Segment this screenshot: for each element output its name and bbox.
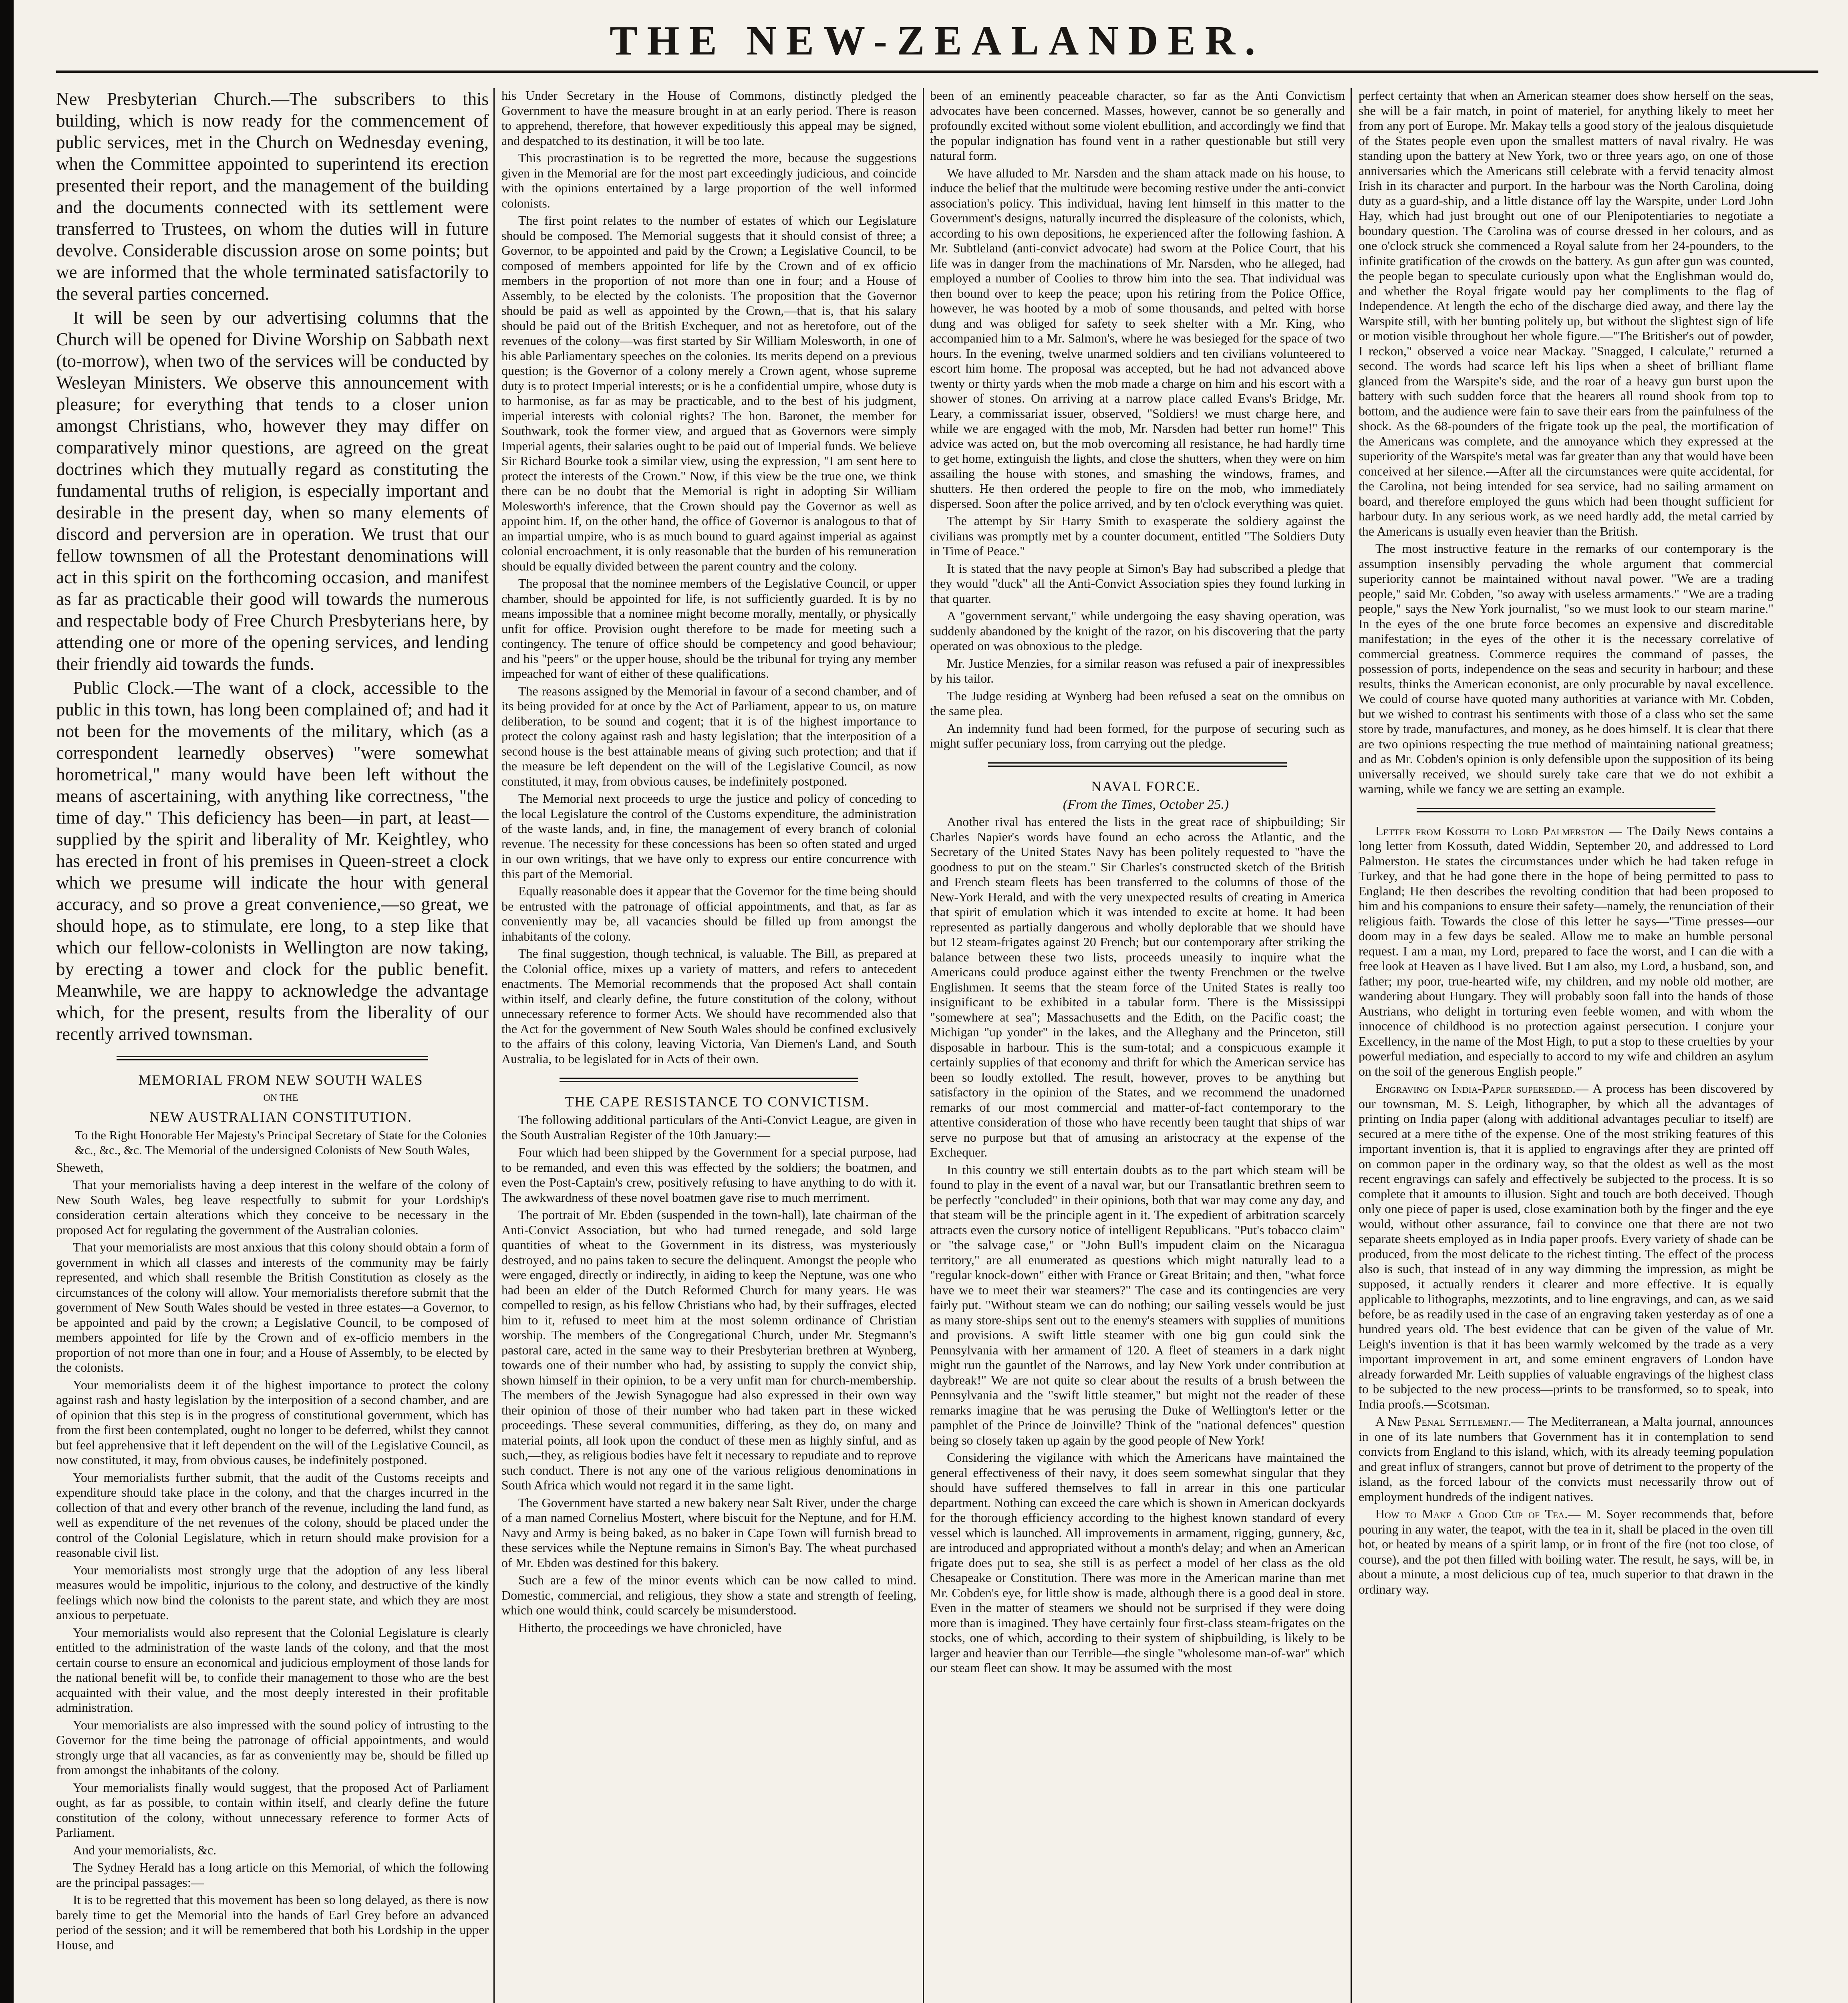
- cape-paragraph: The portrait of Mr. Ebden (suspended in the town-hall), late chairman of the Anti-Convict Association, but who had turned renegade, and sold large quantities of wheat to the Government in its distress, was mysteriously destroyed, and no pains taken to secure the delinquent. Amongst the people who were engaged, directly or indirectly, in aiding to keep the Neptune, was one who had been an elder of the Dutch Reformed Church for many years. He was compelled to resign, as his fellow Christians who had, by their suffrages, elected him to it, refused to meet him at the most solemn ordinance of Christian worship. The members of the Congregational Church, under Mr. Stegmann's pastoral care, acted in the same way to their Presbyterian brethren at Wynberg, towards one of their number who had, by assisting to supply the convict ship, shown himself in their opinion, to be a very unfit man for church-membership. The members of the Jewish Synagogue had also expressed in their own way their opinion of those of their number who had taken part in these wicked proceedings. These several communities, differing, as they do, on many and material points, all look upon the conduct of these men as highly sinful, and as such,—they, as religious bodies have felt it necessary to repudiate and to reprove such conduct. There is not any one of the various religious denominations in South Africa which would not regard it in the same light.: [501, 1207, 916, 1492]
- memorial-paragraph: Your memorialists finally would suggest, that the proposed Act of Parliament ought, as far as possible, to contain within itself, and clearly define the future constitution of the colony, without unnecessary reference to former Acts of Parliament.: [56, 1780, 489, 1840]
- penal-settlement-headline: A New Penal Settlement.—: [1375, 1414, 1524, 1429]
- memorial-paragraph: That your memorialists are most anxious that this colony should obtain a form of government in which all classes and interests of the community may be fairly represented, and which shall resemble the British Constitution as closely as the circumstances of the colony will allow. Your memorialists therefore submit that the government of New South Wales should be vested in three estates—a Governor, to be appointed and paid by the crown; a Legislative Council, to be composed of members appointed for life by the Crown and of ex-officio members in the proportion of not more than one in four; and a House of Assembly, to be elected by the colonists.: [56, 1240, 489, 1374]
- cape-resistance-heading: THE CAPE RESISTANCE TO CONVICTISM.: [565, 1094, 870, 1110]
- kossuth-body: The Daily News contains a long letter from Kossuth, dated Widdin, September 20, and addressed to Lord Palmerston. He states the circumstances under which he had taken refuge in Turkey, and that he had gone there in the hope of being permitted to pass to England; He then describes the revolting condition that had been proposed to him and his companions to ensure their safety—namely, the renunciation of their religious faith. Towards the close of this letter he says—"Time presses—our doom may in a few days be sealed. Allow me to make an humble personal request. I am a man, my Lord, prepared to face the worst, and I can die with a free look at Heaven as I have lived. But I am also, my Lord, a husband, son, and father; my poor, true-hearted wife, my children, and my noble old mother, are wandering about Hungary. They will probably soon fall into the hands of those Austrians, who delight in torturing even feeble women, and with whom the innocence of childhood is no protection against persecution. I conjure your Excellency, in the name of the Most High, to put a stop to these cruelties by your powerful mediation, and especially to accord to my wife and children an asylum on the soil of the generous English people.": [1359, 823, 1774, 1078]
- memorial-closing: And your memorialists, &c.: [73, 1842, 217, 1857]
- memorial-continued: his Under Secretary in the House of Commons, distinctly pledged the Government to have the measure brought in at an early period. There is reason to apprehend, therefore, that however expeditiously this appeal may be signed, and despatched to its destination, it will be too late.: [501, 88, 916, 148]
- memorial-address: To the Right Honorable Her Majesty's Principal Secretary of State for the Colonies &c., &c., &c. The Memorial of the undersigned Colonists of New South Wales,: [74, 1128, 487, 1157]
- penal-settlement-item: [1359, 1414, 1774, 1504]
- naval-force-source: (From the Times, October 25.): [1063, 797, 1229, 812]
- cape-paragraph: Mr. Justice Menzies, for a similar reason was refused a pair of inexpressibles by his tailor.: [930, 656, 1345, 685]
- memorial-commentary: The reasons assigned by the Memorial in favour of a second chamber, and of its being provided for at once by the Act of Parliament, appear to us, on mature deliberation, to be sound and cogent; that it is of the highest importance to protect the colony against rash and hasty legislation; that the interposition of a second house is the best attainable means of giving such protection; and that if the measure be left dependent on the will of the Legislative Council, as now constituted, it may, from obvious causes, be indefinitely postponed.: [501, 683, 916, 788]
- naval-force-heading: NAVAL FORCE.: [1091, 778, 1201, 794]
- cape-paragraph: It is stated that the navy people at Simon's Bay had subscribed a pledge that they would "duck" all the Anti-Convict Association spies they found lurking in that quarter.: [930, 561, 1345, 606]
- section-divider: [117, 1056, 428, 1060]
- masthead-rule: [56, 71, 1818, 73]
- naval-paragraph: In this country we still entertain doubts as to the part which steam will be found to play in the event of a naval war, but our Transatlantic brethren seem to be perfectly "concluded" in their opinions, both that war may come any day, and that steam will be the principle agent in it. The expedient of arbitration scarcely attracts even the cursory notice of intelligent Republicans. "Put's tobacco claim" or "the salvage case," or "John Bull's impudent claim on the Nicaragua territory," are all enumerated as questions which might naturally lead to a "regular knock-down" either with France or Great Britain; and then, "what force have we to meet their war steamers?" The case and its contingencies are very fairly put. "Without steam we can do nothing; our sailing vessels would be just as many store-ships sent out to the enemy's steamers with supplies of munitions and provisions. A swift little steamer with one big gun could sink the Pennsylvania with her armament of 120. A fleet of steamers in a dark night might run the gauntlet of the Narrows, and lay New York under contribution at daybreak!" We are not quite so clear about the results of a brush between the Pennsylvania and the "swift little steamer," but might not the reader of these remarks imagine that he was perusing the Duke of Wellington's letter or the pamphlet of the Prince de Joinville? Think of the "national defences" question being so closely taken up again by the good people of New York!: [930, 1162, 1345, 1447]
- section-divider: [988, 762, 1287, 767]
- memorial-commentary: The first point relates to the number of estates of which our Legislature should be composed. The Memorial suggests that it should consist of three; a Governor, to be appointed and paid by the Crown; a Legislative Council, to be composed of members appointed for life by the Crown and of ex officio members in the proportion of not more than one in four; and a House of Assembly, to be elected by the colonists. The proposition that the Governor should be paid as well as appointed by the Crown,—that is, that his salary should be paid out of the British Exchequer, and not as heretofore, out of the revenues of the colony—was first started by Sir William Molesworth, in one of his able Parliamentary speeches on the colonies. Its merits depend on a previous question; is the Governor of a colony merely a Crown agent, whose supreme duty is to protect Imperial interests; or is he a confidential umpire, whose duty is to harmonise, as far as may be practicable, and to the best of his judgment, imperial interests with colonial rights? The hon. Baronet, the member for Southwark, took the former view, and argued that as Governors were simply Imperial agents, their salaries ought to be paid out of Imperial funds. We believe Sir Richard Bourke took a similar view, using the expression, "I am sent here to protect the interests of the Crown." Now, if this view be the true one, we think there can be no doubt that the Memorial is right in adopting Sir William Molesworth's inference, that the Crown should pay the Governor as well as appoint him. If, on the other hand, the office of Governor is analogous to that of an impartial umpire, who is as much bound to guard against imperial as against colonial encroachment, it is only reasonable that the burden of his remuneration should be equally divided between the parent country and the colony.: [501, 213, 916, 573]
- kossuth-item: [1359, 824, 1774, 1079]
- cape-paragraph: An indemnity fund had been formed, for the purpose of securing such as might suffer pecuniary loss, from carrying out the pledge.: [930, 721, 1345, 750]
- memorial-heading: MEMORIAL FROM NEW SOUTH WALES: [138, 1072, 423, 1088]
- memorial-heading-line2: NEW AUSTRALIAN CONSTITUTION.: [149, 1108, 413, 1125]
- cape-paragraph: The Judge residing at Wynberg had been refused a seat on the omnibus on the same plea.: [930, 688, 1345, 718]
- memorial-heading-connector: ON THE: [263, 1093, 298, 1103]
- cape-paragraph: A "government servant," while undergoing the easy shaving operation, was suddenly abandoned by the knight of the razor, on his discovering that the party operated on was obnoxious to the pledge.: [930, 609, 1345, 653]
- naval-paragraph: Another rival has entered the lists in the great race of shipbuilding; Sir Charles Napier's words have found an echo across the Atlantic, and the Secretary of the United States Navy has been politely requested to "have the goodness to put on the steam." Sir Charles's constructed sketch of the British and French steam fleets has been transferred to the columns of those of the New-York Herald, and with the very unexpected results of creating in America that spirit of emulation which it was intended to excite at home. It had been represented as partially dangerous and wholly deplorable that we should have but 12 steam-frigates against 20 French; but our contemporary after striking the balance between these two lists, proceeds uneasily to inquire what the Americans could produce against either the twenty Frenchmen or the twelve Englishmen. It seems that the steam force of the United States is really too insignificant to be exhibited in a tabular form. There is the Mississippi "somewhere at sea"; Massachusetts and the Edith, on the Pacific coast; the Michigan "up yonder" in the lakes, and the Alleghany and the Princeton, still disposable in harbour. This is the sum-total; and a conspicuous example it certainly supplies of that economy and thrift for which the American service has been so loudly extolled. The result, however, proves to be anything but satisfactory in the opinion of the States, and we recommend the unadorned remarks of our most commercial and matter-of-fact contemporary to the attentive consideration of those who have recently been taught that ships of war serve no purpose but that of amusing an aristocracy at the expense of the Exchequer.: [930, 814, 1345, 1159]
- memorial-paragraph: Your memorialists would also represent that the Colonial Legislature is clearly entitled to the administration of the waste lands of the colony, and that the most certain course to ensure an economical and judicious employment of those lands for the national benefit will be, to confide their management to those who are the best acquainted with their value, and the most deeply interested in their profitable administration.: [56, 1625, 489, 1715]
- naval-continued: perfect certainty that when an American steamer does show herself on the seas, she will be a fair match, in point of materiel, for anything likely to meet her from any port of Europe. Mr. Makay tells a good story of the jealous disquietude of the States people even upon the smallest matters of naval rivalry. He was standing upon the battery at New York, two or three years ago, on one of those anniversaries which the Americans still celebrate with a fervid tenacity almost Irish in its character and purport. In the harbour was the North Carolina, doing duty as a guard-ship, and a little distance off lay the Warspite, under Lord John Hay, which had just brought out one of our Plenipotentiaries to negotiate a boundary question. The Carolina was of course dressed in her colours, and as one o'clock struck she commenced a Royal salute from her 24-pounders, to the infinite gratification of the crowds on the battery. As gun after gun was counted, the people began to speculate curiously upon what the Englishman would do, and whether the Royal frigate would pay her compliments to the flag of Independence. At length the echo of the discharge died away, and there lay the Warspite still, with her bunting politely up, but without the slightest sign of life or motion visible throughout her whole figure.—"The Britisher's out of powder, I reckon," observed a voice near Mackay. "Snagged, I calculate," returned a second. The words had scarce left his lips when a sheet of brilliant flame glanced from the Warspite's side, and the roar of a heavy gun burst upon the battery with such sudden force that the hearers all round shook from top to bottom, and the audience were fain to save their ears from the painfulness of the shock. As the 68-pounders of the frigate took up the peal, the mortification of the Americans was complete, and the annoyance which they expressed at the superiority of the Warspite's metal was far greater than any that would have been conceived at her silence.—After all the circumstances were quite accidental, for the Carolina, not being intended for sea service, had no sailing armament on board, and therefore employed the guns which had been thought sufficient for harbour duty. In any serious work, as we need hardly add, the metal carried by the Americans is usually even heavier than the British.: [1359, 88, 1774, 538]
- engraving-body: A process has been discovered by our townsman, M. S. Leigh, lithographer, by which all the advantages of printing on India paper (along with additional advantages peculiar to itself) are secured at a mere tithe of the expense. One of the most striking features of this important invention is, that it is applied to engravings after they are printed off on common paper in the ordinary way, so that the oldest as well as the most recent engravings can safely and effectively be subjected to the process. It is so complete that it amounts to illusion. Sight and touch are both deceived. Though only one piece of paper is used, close examination both by the finger and the eye would, without other assurance, fail to convince one that there are not two separate sheets employed as in India paper proofs. Every variety of shade can be produced, from the most delicate to the richest tinting. The effect of the process also is such, that instead of in any way dimming the impression, as might be supposed, it actually renders it clearer and more effective. It is equally applicable to lithographs, mezzotints, and to line engravings, and can, as we said before, be as readily used in the case of an engraving taken yesterday as of one a hundred years old. The best evidence that can be given of the value of Mr. Leigh's invention is that it has been warmly welcomed by the trade as a very important improvement in art, and some eminent engravers of London have already forwarded Mr. Leith supplies of valuable engravings of the highest class to be subjected to the new process—prints to be transformed, so to speak, into India proofs.—Scotsman.: [1359, 1081, 1774, 1411]
- masthead: [56, 13, 1818, 73]
- memorial-herald-intro: The Sydney Herald has a long article on this Memorial, of which the following are the principal passages:—: [56, 1860, 489, 1890]
- memorial-commentary: Equally reasonable does it appear that the Governor for the time being should be entrusted with the patronage of official appointments, and that, as far as conveniently may be, all vacancies should be filled up from amongst the inhabitants of the colony.: [501, 884, 916, 943]
- cape-paragraph: We have alluded to Mr. Narsden and the sham attack made on his house, to induce the belief that the multitude were becoming restive under the anti-convict association's policy. This individual, having lent himself in this matter to the Government's designs, naturally incurred the displeasure of the colonists, which, according to his own depositions, he experienced after the following fashion. A Mr. Subtleland (anti-convict advocate) had sworn at the Police Court, that his life was in danger from the machinations of Mr. Narsden, who he alleged, had employed a number of Coolies to throw him into the sea. That individual was then bound over to keep the peace; upon his retiring from the Police Office, however, he was hooted by a mob of some thousands, and pelted with horse dung and was obliged for safety to seek shelter with a Mr. King, who accompanied him to a Mr. Salmon's, where he was besieged for the space of two hours. In the evening, twelve unarmed soldiers and ten civilians volunteered to escort him home. The proposal was accepted, but he had not advanced above twenty or thirty yards when the mob made a charge on him and his escort with a shower of stones. On arriving at a narrow place called Evans's Bridge, Mr. Leary, a commissariat issuer, observed, "Soldiers! we must charge here, and while we are engaged with the mob, Mr. Narsden had better run home!" This advice was acted on, but the mob overcoming all resistance, he had hardly time to get home, extinguish the lights, and close the shutters, when they were on him assailing the house with stones, and smashing the windows, frames, and shutters. He then ordered the people to fire on the mob, who immediately dispersed. Soon after the police arrived, and by ten o'clock everything was quiet.: [930, 165, 1345, 511]
- memorial-commentary: The proposal that the nominee members of the Legislative Council, or upper chamber, should be appointed for life, is not sufficiently guarded. It is by no means impossible that a nominee might become morally, mentally, or physically unfit for office. Provision ought therefore to be made for meeting such a contingency. The tenure of office should be competency and good behaviour; and his "peers" or the upper house, should be the tribunal for trying any member impeached for want of either of these qualifications.: [501, 576, 916, 681]
- memorial-commentary: This procrastination is to be regretted the more, because the suggestions given in the Memorial are for the most part exceedingly judicious, and coincide with the opinions entertained by a large proportion of the well informed colonists.: [501, 151, 916, 210]
- tea-item: [1359, 1507, 1774, 1597]
- article-public-clock: Public Clock.—The want of a clock, accessible to the public in this town, has long been complained of; and had it not been for the movements of the military, which (as a correspondent learnedly observes) "were somewhat horometrical," many would have been left without the means of ascertaining, with anything like correctness, "the time of day." This deficiency has been—in part, at least—supplied by the spirit and liberality of Mr. Keightley, who has erected in front of his premises in Queen-street a clock which we presume will indicate the hour with general accuracy, and so prove a great convenience,—so great, we should hope, as to stimulate, ere long, to a step like that which our fellow-colonists in Wellington are now taking, by erecting a tower and clock for the public benefit. Meanwhile, we are happy to acknowledge the advantage which, for the present, results from the liberality of our recently arrived townsman.: [56, 678, 489, 1044]
- memorial-paragraph: Your memorialists most strongly urge that the adoption of any less liberal measures would be impolitic, injurious to the colony, and destructive of the kindly feelings which now bind the colonists to the parent state, and which they are most anxious to perpetuate.: [56, 1562, 489, 1622]
- cape-paragraph: Such are a few of the minor events which can be now called to mind. Domestic, commercial, and religious, they show a state and strength of feeling, which one would think, could scarcely be misunderstood.: [501, 1573, 916, 1617]
- article-presbyterian-church: New Presbyterian Church.—The subscribers to this building, which is now ready for the commencement of public services, met in the Church on Wednesday evening, when the Committee appointed to superintend its erection presented their report, and the management of the building and the documents connected with its settlement were transferred to Trustees, on whom the duties will in future devolve. Considerable discussion arose on some points; but we are informed that the whole terminated satisfactorily to the several parties concerned.: [56, 89, 489, 304]
- tea-headline: How to Make a Good Cup of Tea.—: [1375, 1507, 1581, 1521]
- binding-edge: [0, 0, 14, 2003]
- engraving-item: [1359, 1081, 1774, 1412]
- engraving-headline: Engraving on India-Paper superseded.—: [1375, 1081, 1588, 1096]
- tea-body: M. Soyer recommends that, before pouring in any water, the teapot, with the tea in it, shall be placed in the oven till hot, or heated by means of a spirit lamp, or in front of the fire (not too close, of course), and the pot then filled with boiling water. The result, he says, will be, in about a minute, a most delicious cup of tea, much superior to that drawn in the ordinary way.: [1359, 1507, 1774, 1596]
- column-4: [1359, 88, 1774, 2003]
- column-1: [56, 88, 489, 2003]
- column-rule: [1351, 88, 1352, 2003]
- memorial-herald-quote: It is to be regretted that this movement has been so long delayed, as there is now barely time to get the Memorial into the hands of Earl Grey before an advanced period of the session; and it will be remembered that both his Lordship in the upper House, and: [56, 1892, 489, 1952]
- column-rule: [493, 88, 495, 2003]
- column-rule: [923, 88, 924, 2003]
- column-3: [930, 88, 1345, 2003]
- naval-paragraph: Considering the vigilance with which the Americans have maintained the general effectiveness of their navy, it does seem somewhat singular that they should have suffered themselves to fall in arrear in this one particular department. Nothing can exceed the care which is shown in American dockyards for the thorough efficiency according to the highest known standard of every vessel which is launched. All improvements in armament, rigging, gunnery, &c, are introduced and appropriated without a month's delay; and when an American frigate does put to sea, she still is as perfect a model of her class as the old Chesapeake or Constitution. There was more in the American marine than met Mr. Cobden's eye, for little show is made, although there is a good deal in store. Even in the matter of steamers we should not be surprised if they were doing more than is imagined. They have certainly four first-class steam-frigates on the stocks, one of which, according to their system of shipbuilding, is likely to be larger and heavier than our Terrible—the single "wholesome man-of-war" which our steam fleet can show. It may be assumed with the most: [930, 1450, 1345, 1675]
- memorial-commentary: The final suggestion, though technical, is valuable. The Bill, as prepared at the Colonial office, mixes up a variety of matters, and refers to antecedent enactments. The Memorial recommends that the proposed Act shall contain within itself, and clearly define, the future constitution of the colony, without unnecessary reference to former Acts. We should have recommended also that the Act for the government of New South Wales should be confined exclusively to the affairs of this colony, leaving Victoria, Van Diemen's Land, and South Australia, to be legislated for in Acts of their own.: [501, 946, 916, 1066]
- column-2: [501, 88, 916, 2003]
- cape-paragraph: Four which had been shipped by the Government for a special purpose, had to be remanded, and even this was effected by the soldiers; the boatmen, and even the Post-Captain's crew, positively refusing to have anything to do with it. The awkwardness of these novel boatmen gave rise to much merriment.: [501, 1145, 916, 1205]
- memorial-paragraph: Your memorialists further submit, that the audit of the Customs receipts and expenditure should take place in the colony, and that the charges incurred in the collection of that and every other branch of the revenue, including the land fund, as well as expenditure of the net revenues of the colony, should be placed under the control of the Colonial Legislature, which in return should make provision for a reasonable civil list.: [56, 1470, 489, 1560]
- naval-paragraph: The most instructive feature in the remarks of our contemporary is the assumption insensibly pervading the whole argument that commercial superiority cannot be maintained without naval power. "We are a trading people," said Mr. Cobden, "so away with useless armaments." "We are a trading people," says the New York journalist, "so we must look to our steam marine." In the eyes of the one brute force becomes an expensive and discreditable manifestation; in the eyes of the other it is the necessary correlative of commercial greatness. Commerce requires the command of passes, the possession of ports, independence on the seas and security in harbour; and these results, thinks the American econonist, are only procurable by naval excellence. We could of course have quoted many authorities at variance with Mr. Cobden, but we wished to contrast his sentiments with those of a class who set the same store by trade, manufactures, and money, as he does himself. It is clear that there are two opinions respecting the true method of maintaining national greatness; and as Mr. Cobden's opinion is only defensible upon the supposition of its being universally received, we should surely take care that we do not exhibit a warning, while we fancy we are setting an example.: [1359, 541, 1774, 796]
- memorial-commentary: The Memorial next proceeds to urge the justice and policy of conceding to the local Legislature the control of the Customs expenditure, the administration of the waste lands, and, in fine, the management of every branch of colonial revenue. The necessity for these concessions has been so often stated and urged in our own writings, that we have only to express our entire concurrence with this part of the Memorial.: [501, 791, 916, 881]
- cape-paragraph: The Government have started a new bakery near Salt River, under the charge of a man named Cornelius Mostert, where biscuit for the Neptune, and for H.M. Navy and Army is being baked, as no baker in Cape Town will furnish bread to these services while the Neptune remains in Simon's Bay. The wheat purchased of Mr. Ebden was destined for this bakery.: [501, 1495, 916, 1570]
- kossuth-headline: Letter from Kossuth to Lord Palmerston —: [1375, 823, 1622, 838]
- memorial-sheweth: Sheweth,: [56, 1160, 104, 1175]
- memorial-paragraph: That your memorialists having a deep interest in the welfare of the colony of New South Wales, beg leave respectfully to submit for your Lordship's consideration certain alterations which they conceive to be necessary in the proposed Act for regulating the government of the Australian colonies.: [56, 1177, 489, 1237]
- memorial-paragraph: Your memorialists are also impressed with the sound policy of intrusting to the Governor for the time being the patronage of official appointments, and would strongly urge that all vacancies, as far as conveniently may be, should be filled up from amongst the inhabitants of the colony.: [56, 1717, 489, 1777]
- penal-settlement-body: The Mediterranean, a Malta journal, announces in one of its late numbers that Government has it in contemplation to send convicts from England to this island, which, with its already teeming population and great influx of strangers, cannot but prove of detriment to the property of the island, as the forced labour of the convicts must necessarily throw out of employment hundreds of the indigent natives.: [1359, 1414, 1774, 1504]
- cape-paragraph: Hitherto, the proceedings we have chronicled, have: [518, 1620, 782, 1635]
- cape-paragraph: The attempt by Sir Harry Smith to exasperate the soldiery against the civilians was promptly met by a counter document, entitled "The Soldiers Duty in Time of Peace.": [930, 514, 1345, 558]
- cape-continued: been of an eminently peaceable character, so far as the Anti Convictism advocates have been concerned. Masses, however, cannot be so generally and profoundly excited without some violent ebullition, and accordingly we find that the popular indignation has found vent in a rather questionable but still very natural form.: [930, 88, 1345, 163]
- cape-paragraph: The following additional particulars of the Anti-Convict League, are given in the South Australian Register of the 10th January:—: [501, 1112, 916, 1142]
- article-church-opening: It will be seen by our advertising columns that the Church will be opened for Divine Worship on Sabbath next (to-morrow), when two of the services will be conducted by Wesleyan Ministers. We observe this announcement with pleasure; for everything that tends to a closer union amongst Christians, who, however they may differ on comparatively minor questions, are agreed on the great doctrines which they mutually regard as constituting the fundamental truths of religion, is especially important and desirable in the present day, when so many elements of discord and perversion are in operation. We trust that our fellow townsmen of all the Protestant denominations will act in this spirit on the forthcoming occasion, and manifest as far as practicable their good will towards the numerous and respectable body of Free Church Presbyterians here, by attending one or more of the opening services, and lending their friendly aid towards the funds.: [56, 308, 489, 674]
- memorial-paragraph: Your memorialists deem it of the highest importance to protect the colony against rash and hasty legislation by the interposition of a second chamber, and are of opinion that this step is in the progress of constitutional government, which has from the first been contemplated, ought no longer to be deferred, whilst they cannot but feel apprehensive that it left dependent on the will of the Legislative Council, as now constituted, it may, from obvious causes, be indefinitely postponed.: [56, 1377, 489, 1467]
- section-divider: [560, 1078, 858, 1082]
- local-news: [56, 88, 489, 1045]
- section-divider: [1417, 808, 1715, 812]
- newspaper-title: THE NEW-ZEALANDER.: [610, 18, 1265, 64]
